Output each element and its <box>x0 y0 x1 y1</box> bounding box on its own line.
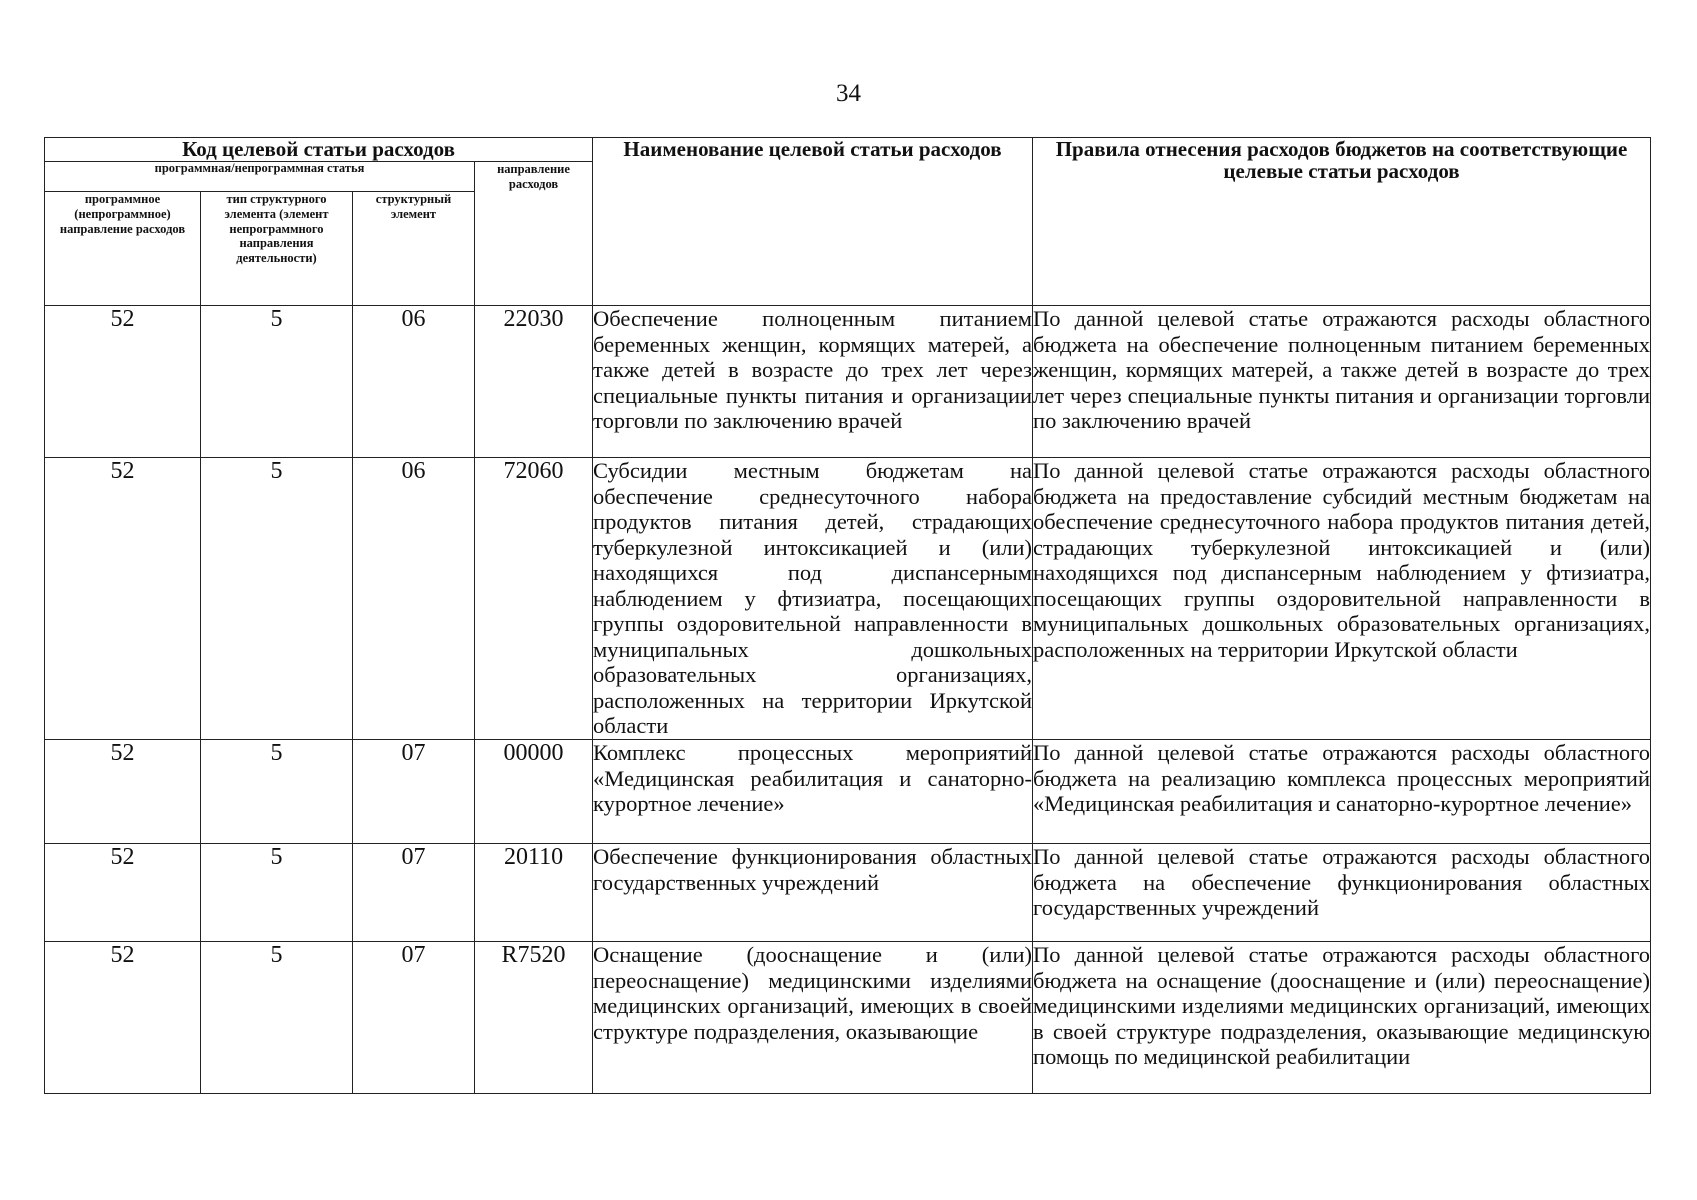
header-code-title: Код целевой статьи расходов <box>45 138 593 162</box>
table-row <box>45 844 1651 942</box>
direction-code-cell: 22030 <box>475 306 593 458</box>
header-program-direction: программное (непрограммное) направление расходов <box>45 192 201 306</box>
table-row <box>45 740 1651 844</box>
direction-code-cell: 72060 <box>475 458 593 740</box>
article-name-cell: Комплекс процессных мероприятий «Медицинская реабилитация и санаторно-курортное лечение» <box>593 740 1033 844</box>
program-code-cell: 52 <box>45 844 201 942</box>
article-rule-cell: По данной целевой статье отражаются расходы областного бюджета на оснащение (дооснащение и (или) переоснащение) медицинскими изделиями медицинских организаций, имеющих в своей структуре подразделения, оказывающие медицинскую помощь по медицинской реабилитации <box>1033 942 1651 1094</box>
table-row <box>45 458 1651 740</box>
type-code-cell: 5 <box>201 740 353 844</box>
element-code-cell: 07 <box>353 942 475 1094</box>
article-name-cell: Субсидии местным бюджетам на обеспечение среднесуточного набора продуктов питания детей, страдающих туберкулезной интоксикацией и (или) находящихся под диспансерным наблюдением у фтизиатра, посещающих группы оздоровительной направленности в муниципальных дошкольных образовательных организациях, расположенных на территории Иркутской области <box>593 458 1033 738</box>
type-code-cell: 5 <box>201 306 353 458</box>
table-row <box>45 942 1651 1094</box>
page-number: 34 <box>836 80 861 107</box>
direction-code-cell: 00000 <box>475 740 593 844</box>
element-code-cell: 06 <box>353 306 475 458</box>
header-structural-element: структурный элемент <box>353 192 475 306</box>
direction-code-cell: 20110 <box>475 844 593 942</box>
element-code-cell: 06 <box>353 458 475 740</box>
direction-code-cell: R7520 <box>475 942 593 1094</box>
article-rule-cell: По данной целевой статье отражаются расходы областного бюджета на обеспечение функционирования областных государственных учреждений <box>1033 844 1651 942</box>
program-code-cell: 52 <box>45 740 201 844</box>
type-code-cell: 5 <box>201 458 353 740</box>
header-rules: Правила отнесения расходов бюджетов на соответствующие целевые статьи расходов <box>1033 138 1651 306</box>
program-code-cell: 52 <box>45 458 201 740</box>
article-rule-cell: По данной целевой статье отражаются расходы областного бюджета на реализацию комплекса процессных мероприятий «Медицинская реабилитация и санаторно-курортное лечение» <box>1033 740 1651 844</box>
header-name: Наименование целевой статьи расходов <box>593 138 1033 306</box>
article-name-cell: Обеспечение функционирования областных государственных учреждений <box>593 844 1033 942</box>
type-code-cell: 5 <box>201 844 353 942</box>
article-rule-cell: По данной целевой статье отражаются расходы областного бюджета на предоставление субсидий местным бюджетам на обеспечение среднесуточного набора продуктов питания детей, страдающих туберкулезной интоксикацией и (или) находящихся под диспансерным наблюдением у фтизиатра, посещающих группы оздоровительной направленности в муниципальных дошкольных образовательных организациях, расположенных на территории Иркутской области <box>1033 458 1651 740</box>
element-code-cell: 07 <box>353 740 475 844</box>
article-name-cell: Обеспечение полноценным питанием беременных женщин, кормящих матерей, а также детей в возрасте до трех лет через специальные пункты питания и организации торговли по заключению врачей <box>593 306 1033 458</box>
header-row-1 <box>45 138 1651 162</box>
element-code-cell: 07 <box>353 844 475 942</box>
article-name-cell: Оснащение (дооснащение и (или) переоснащение) медицинскими изделиями медицинских организаций, имеющих в своей структуре подразделения, оказывающие <box>593 942 1033 1094</box>
program-code-cell: 52 <box>45 942 201 1094</box>
header-program-article: программная/непрограммная статья <box>45 162 475 192</box>
expense-codes-table <box>44 137 1651 1094</box>
table-row <box>45 306 1651 458</box>
header-structural-type: тип структурного элемента (элемент непрограммного направления деятельности) <box>201 192 353 306</box>
header-direction: направление расходов <box>475 162 593 306</box>
type-code-cell: 5 <box>201 942 353 1094</box>
program-code-cell: 52 <box>45 306 201 458</box>
article-rule-cell: По данной целевой статье отражаются расходы областного бюджета на обеспечение полноценным питанием беременных женщин, кормящих матерей, а также детей в возрасте до трех лет через специальные пункты питания и организации торговли по заключению врачей <box>1033 306 1651 458</box>
